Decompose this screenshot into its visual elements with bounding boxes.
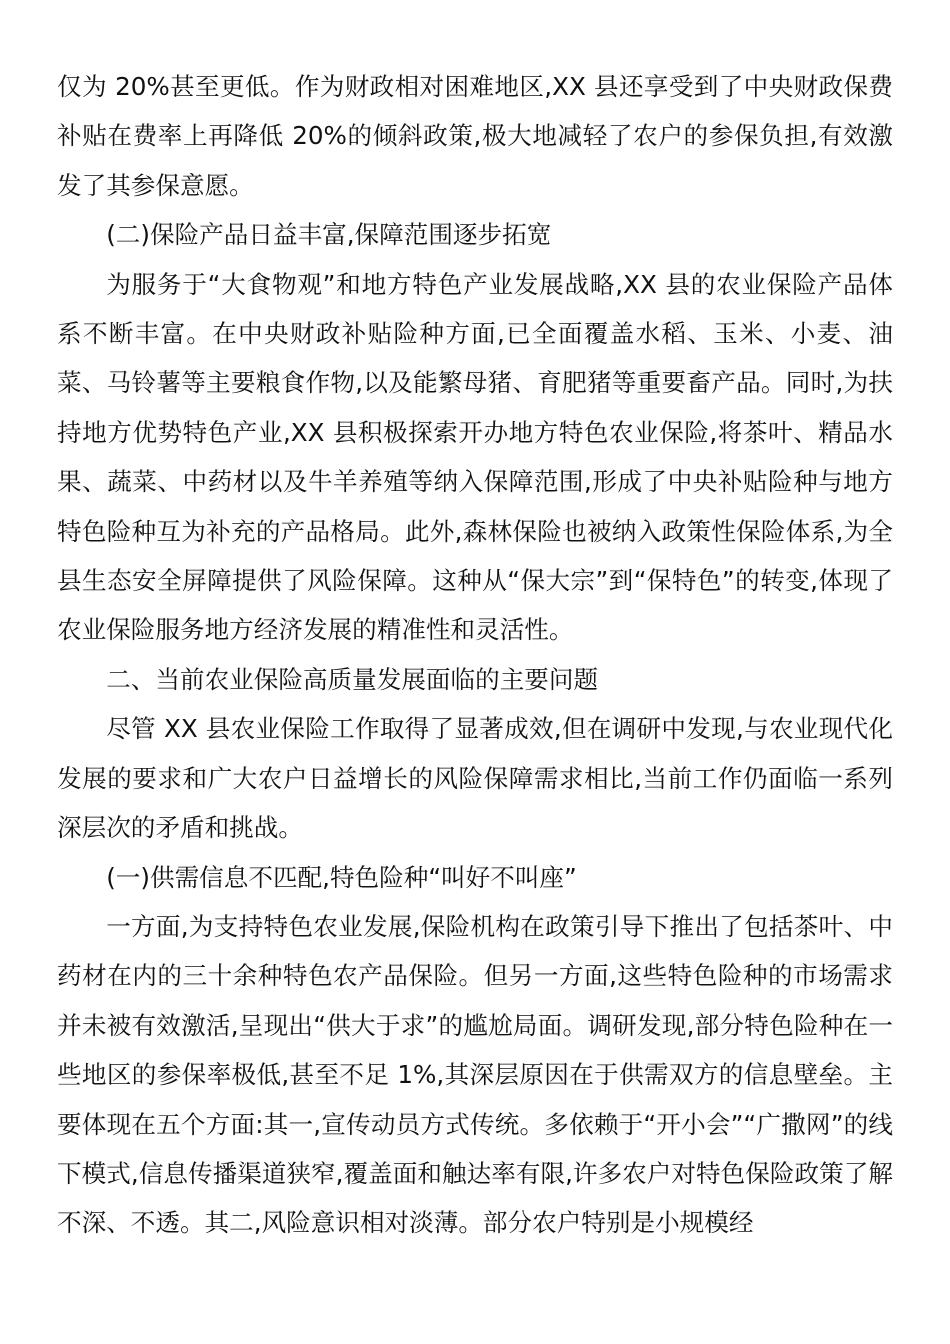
subsection-heading-2: (二)保险产品日益丰富,保障范围逐步拓宽 [106, 220, 552, 250]
section-heading-2: 二、当前农业保险高质量发展面临的主要问题 [106, 664, 599, 694]
body-paragraph: 尽管 XX 县农业保险工作取得了显著成效,但在调研中发现,与农业现代化发展的要求和广大农户日益增长的风险保障需求相比,当前工作仍面临一系列深层次的矛盾和挑战。 [57, 714, 893, 843]
body-paragraph: 为服务于“大食物观”和地方特色产业发展战略,XX 县的农业保险产品体系不断丰富。在中央财政补贴险种方面,已全面覆盖水稻、玉米、小麦、油菜、马铃薯等主要粮食作物,以及能繁母猪、育肥猪等重要畜产品。同时,为扶持地方优势特色产业,XX 县积极探索开办地方特色农业保险,将茶叶、精品水果、蔬菜、中药材以及牛羊养殖等纳入保障范围,形成了中央补贴险种与地方特色险种互为补充的产品格局。此外,森林保险也被纳入政策性保险体系,为全县生态安全屏障提供了风险保障。这种从“保大宗”到“保特色”的转变,体现了农业保险服务地方经济发展的精准性和灵活性。 [57, 269, 893, 645]
subsection-heading-1: (一)供需信息不匹配,特色险种“叫好不叫座” [106, 862, 577, 892]
body-paragraph-continued: 仅为 20%甚至更低。作为财政相对困难地区,XX 县还享受到了中央财政保费补贴在费率上再降低 20%的倾斜政策,极大地减轻了农户的参保负担,有效激发了其参保意愿。 [57, 72, 893, 200]
body-paragraph: 一方面,为支持特色农业发展,保险机构在政策引导下推出了包括茶叶、中药材在内的三十余种特色农产品保险。但另一方面,这些特色险种的市场需求并未被有效激活,呈现出“供大于求”的尴尬局面。调研发现,部分特色险种在一些地区的参保率极低,甚至不足 1%,其深层原因在于供需双方的信息壁垒。主要体现在五个方面:其一,宣传动员方式传统。多依赖于“开小会”“广撒网”的线下模式,信息传播渠道狭窄,覆盖面和触达率有限,许多农户对特色保险政策了解不深、不透。其二,风险意识相对淡薄。部分农户特别是小规模经 [57, 911, 893, 1238]
document-page [57, 62, 893, 1248]
